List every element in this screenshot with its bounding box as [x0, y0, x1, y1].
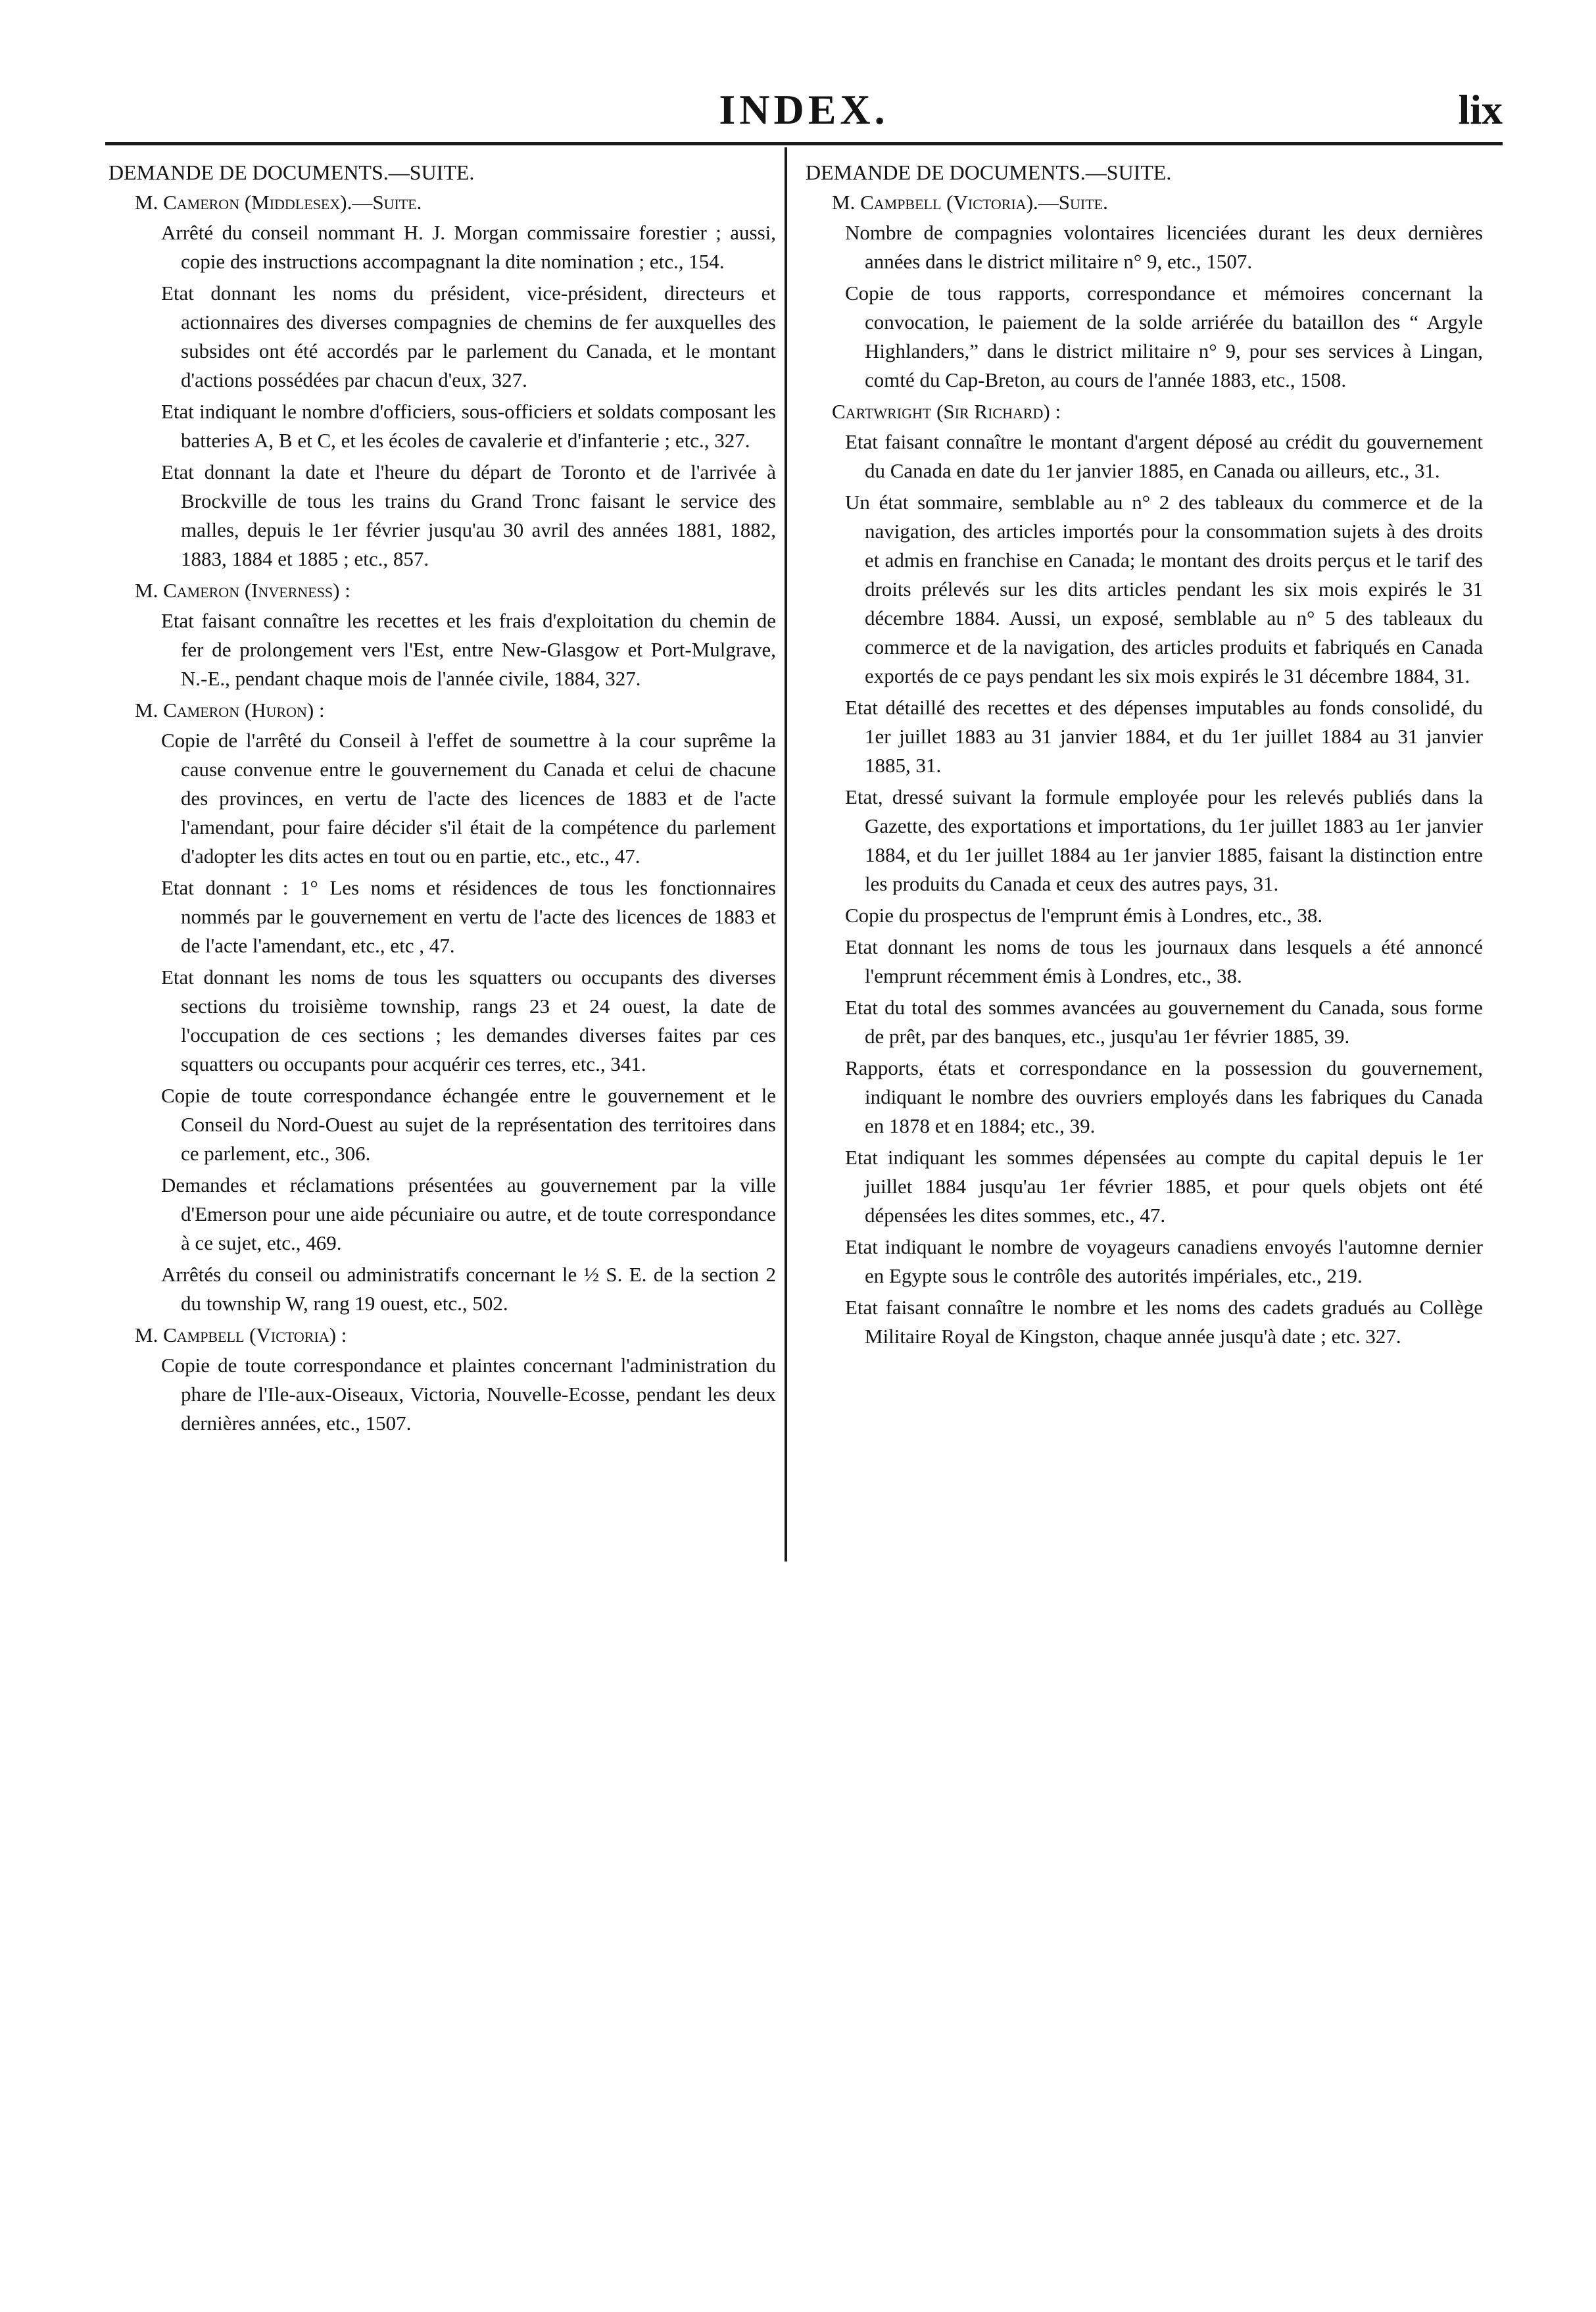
group-name: M. Campbell (Victoria) : — [135, 1323, 347, 1346]
index-entry: Copie du prospectus de l'emprunt émis à Londres, etc., 38. — [845, 904, 1323, 927]
index-entry: Demandes et réclamations présentées au gouvernement par la ville d'Emerson pour une aide pécuniaire ou autre, et de toute correspondance à ce sujet, etc., 469. — [161, 1173, 776, 1254]
section-heading: DEMANDE DE DOCUMENTS.—SUITE. — [806, 160, 1172, 184]
index-entry: Etat donnant les noms de tous les squatters ou occupants des diverses sections du troisième township, rangs 23 et 24 ouest, la date de l'occupation de ces sections ; les demandes diverses faites par ces squatters ou occupants pour acquérir ces terres, etc., 341. — [161, 966, 776, 1075]
right-column — [806, 158, 1483, 1354]
group-name: M. Cameron (Middlesex).—Suite. — [135, 191, 422, 214]
left-column — [109, 158, 776, 1440]
index-entry: Etat indiquant le nombre d'officiers, sous-officiers et soldats composant les batteries A, B et C, et les écoles de cavalerie et d'infanterie ; etc., 327. — [161, 400, 776, 452]
page-title: INDEX. — [719, 86, 889, 133]
index-entry: Arrêté du conseil nommant H. J. Morgan commissaire forestier ; aussi, copie des instructions accompagnant la dite nomination ; etc., 154. — [161, 221, 776, 273]
index-entry: Arrêtés du conseil ou administratifs concernant le ½ S. E. de la section 2 du township W, rang 19 ouest, etc., 502. — [161, 1263, 776, 1315]
header-rule — [105, 142, 1503, 145]
group-name: M. Campbell (Victoria).—Suite. — [832, 191, 1108, 214]
index-entry: Un état sommaire, semblable au n° 2 des tableaux du commerce et de la navigation, des articles importés pour la consommation sujets à des droits et admis en franchise en Canada; le montant des droits perçus et le tarif des droits prélevés sur les dits articles pendant les six mois expirés le 31 décembre 1884. Aussi, un exposé, semblable au n° 5 des tableaux du commerce et de la navigation, des articles produits et fabriqués en Canada exportés de ce pays pendant les six mois expirés le 31 décembre 1884, 31. — [845, 491, 1483, 687]
index-entry: Rapports, états et correspondance en la possession du gouvernement, indiquant le nombre des ouvriers employés dans les fabriques du Canada en 1878 et en 1884; etc., 39. — [845, 1056, 1483, 1137]
column-divider — [785, 147, 787, 1562]
index-entry: Copie de l'arrêté du Conseil à l'effet de soumettre à la cour suprême la cause convenue entre le gouvernement du Canada et celui de chacune des provinces, en vertu de l'acte des licences de 1883 et de l'acte l'amendant, pour faire décider s'il était de la compétence du parlement d'adopter les dits actes en tout ou en partie, etc., etc., 47. — [161, 729, 776, 868]
section-heading: DEMANDE DE DOCUMENTS.—SUITE. — [109, 160, 475, 184]
index-entry: Copie de toute correspondance échangée entre le gouvernement et le Conseil du Nord-Ouest au sujet de la représentation des territoires dans ce parlement, etc., 306. — [161, 1084, 776, 1165]
page-header — [105, 86, 1503, 138]
index-entry: Etat donnant : 1° Les noms et résidences de tous les fonctionnaires nommés par le gouvernement en vertu de l'acte des licences de 1883 et de l'acte l'amendant, etc., etc , 47. — [161, 876, 776, 957]
index-entry: Nombre de compagnies volontaires licenciées durant les deux dernières années dans le district militaire n° 9, etc., 1507. — [845, 221, 1483, 273]
index-entry: Etat faisant connaître les recettes et les frais d'exploitation du chemin de fer de prolongement vers l'Est, entre New-Glasgow et Port-Mulgrave, N.-E., pendant chaque mois de l'année civile, 1884, 327. — [161, 609, 776, 690]
index-entry: Etat détaillé des recettes et des dépenses imputables au fonds consolidé, du 1er juillet 1883 au 31 janvier 1884, et du 1er juillet 1884 au 31 janvier 1885, 31. — [845, 696, 1483, 777]
index-entry: Etat donnant la date et l'heure du départ de Toronto et de l'arrivée à Brockville de tous les trains du Grand Tronc faisant le service des malles, depuis le 1er février jusqu'au 30 avril des années 1881, 1882, 1883, 1884 et 1885 ; etc., 857. — [161, 460, 776, 570]
group-name: M. Cameron (Huron) : — [135, 699, 325, 722]
index-entry: Etat du total des sommes avancées au gouvernement du Canada, sous forme de prêt, par des banques, etc., jusqu'au 1er février 1885, 39. — [845, 996, 1483, 1048]
index-entry: Etat indiquant le nombre de voyageurs canadiens envoyés l'automne dernier en Egypte sous le contrôle des autorités impériales, etc., 219. — [845, 1235, 1483, 1287]
index-entry: Copie de tous rapports, correspondance et mémoires concernant la convocation, le paiement de la solde arriérée du bataillon des “ Argyle Highlanders,” dans le district militaire n° 9, pour ses services à Lingan, comté du Cap-Breton, au cours de l'année 1883, etc., 1508. — [845, 282, 1483, 391]
group-name: M. Cameron (Inverness) : — [135, 579, 351, 602]
group-name: Cartwright (Sir Richard) : — [832, 400, 1061, 423]
index-entry: Etat, dressé suivant la formule employée pour les relevés publiés dans la Gazette, des exportations et importations, du 1er juillet 1883 au 1er janvier 1884, et du 1er juillet 1884 au 1er janvier 1885, faisant la distinction entre les produits du Canada et ceux des autres pays, 31. — [845, 785, 1483, 895]
index-entry: Etat indiquant les sommes dépensées au compte du capital depuis le 1er juillet 1884 jusqu'au 1er février 1885, et pour quels objets ont été dépensées les dites sommes, etc., 47. — [845, 1146, 1483, 1227]
index-entry: Etat faisant connaître le nombre et les noms des cadets gradués au Collège Militaire Royal de Kingston, chaque année jusqu'à date ; etc. 327. — [845, 1296, 1483, 1348]
index-entry: Copie de toute correspondance et plaintes concernant l'administration du phare de l'Ile-aux-Oiseaux, Victoria, Nouvelle-Ecosse, pendant les deux dernières années, etc., 1507. — [161, 1354, 776, 1435]
index-entry: Etat donnant les noms de tous les journaux dans lesquels a été annoncé l'emprunt récemment émis à Londres, etc., 38. — [845, 935, 1483, 987]
page-number: lix — [1458, 86, 1503, 133]
index-entry: Etat faisant connaître le montant d'argent déposé au crédit du gouvernement du Canada en date du 1er janvier 1885, en Canada ou ailleurs, etc., 31. — [845, 430, 1483, 482]
index-entry: Etat donnant les noms du président, vice-président, directeurs et actionnaires des diverses compagnies de chemins de fer auxquelles des subsides ont été accordés par le parlement du Canada, et le montant d'actions possédées par chacun d'eux, 327. — [161, 282, 776, 391]
